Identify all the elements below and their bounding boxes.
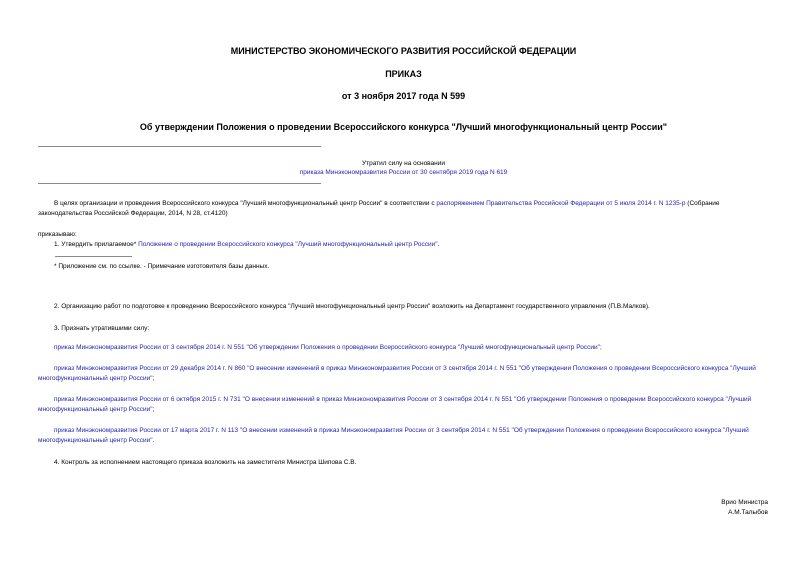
divider-top bbox=[38, 146, 321, 147]
order-word: приказываю: bbox=[38, 231, 77, 238]
intro-link[interactable]: распоряжением Правительства Российской Федерации от 5 июля 2014 г. N 1235-р bbox=[436, 200, 686, 207]
signature-name: А.М.Талыбов bbox=[728, 509, 768, 516]
status-note: Утратил силу на основании bbox=[361, 160, 446, 167]
intro-paragraph bbox=[38, 199, 770, 219]
repealed-tail: ; bbox=[152, 406, 155, 413]
repealed-tail: ; bbox=[599, 344, 602, 351]
repealed-link[interactable]: приказ Минэкономразвития России от 3 сентября 2014 г. N 551 "Об утверждении Положения о проведении Всероссийского конкурса "Лучший многофункциональный центр России" bbox=[54, 344, 600, 351]
repealed-link[interactable]: приказ Минэкономразвития России от 6 октября 2015 г. N 731 "О внесении изменений в приказ Минэкономразвития России от 3 сентября 2014 г. N 551 "Об утверждении Положения о проведении Всероссийского конкурса "Лучший многофункциональный центр России" bbox=[38, 396, 752, 413]
repealed-item bbox=[54, 343, 602, 353]
item-4: 4. Контроль за исполнением настоящего приказа возложить на заместителя Министра Шипова С.В. bbox=[54, 459, 357, 466]
doc-type-heading: ПРИКАЗ bbox=[385, 69, 422, 79]
intro-text-after: (Собрание законодательства Российской Федерации, 2014, N 28, ст.4120) bbox=[38, 200, 720, 217]
ministry-heading: МИНИСТЕРСТВО ЭКОНОМИЧЕСКОГО РАЗВИТИЯ РОССИЙСКОЙ ФЕДЕРАЦИИ bbox=[230, 46, 577, 56]
item-3: 3. Признать утратившими силу: bbox=[54, 325, 150, 332]
date-number-heading: от 3 ноября 2017 года N 599 bbox=[341, 91, 466, 101]
footnote-divider bbox=[55, 256, 132, 257]
item-1-text: 1. Утвердить прилагаемое* bbox=[54, 241, 139, 248]
item-1-link[interactable]: Положение о проведении Всероссийского конкурса "Лучший многофункциональный центр России" bbox=[138, 241, 438, 248]
repealed-item bbox=[38, 364, 770, 384]
repealed-tail: ; bbox=[152, 375, 155, 382]
repealed-item bbox=[38, 395, 770, 415]
document-title: Об утверждении Положения о проведении Всероссийского конкурса "Лучший многофункциональный центр России" bbox=[139, 122, 668, 132]
item-1 bbox=[54, 240, 439, 250]
signature-position: Врио Министра bbox=[721, 499, 768, 506]
repealed-link[interactable]: приказ Минэкономразвития России от 17 марта 2017 г. N 113 "О внесении изменений в приказ Минэкономразвития России от 3 сентября 2014 г. N 551 "Об утверждении Положения о проведении Всероссийского конкурса "Лучший многофункциональный центр России" bbox=[38, 427, 749, 444]
intro-text-before: В целях организации и проведения Всероссийского конкурса "Лучший многофункциональный центр России" в соответствии с bbox=[54, 200, 437, 207]
repealed-item bbox=[38, 426, 770, 446]
status-link[interactable]: приказа Минэкономразвития России от 30 сентября 2019 года N 619 bbox=[299, 169, 508, 176]
item-2: 2. Организацию работ по подготовке к проведению Всероссийского конкурса "Лучший многофункциональный центр России" возложить на Департамент государственного управления (П.В.Малков). bbox=[54, 303, 650, 310]
footnote: * Приложение см. по ссылке. - Примечание изготовителя базы данных. bbox=[54, 263, 270, 270]
divider-bottom bbox=[38, 183, 321, 184]
repealed-link[interactable]: приказ Минэкономразвития России от 29 декабря 2014 г. N 860 "О внесении изменений в приказ Минэкономразвития России от 3 сентября 2014 г. N 551 "Об утверждении Положения о проведении Всероссийского конкурса "Лучший многофункциональный центр России" bbox=[38, 365, 756, 382]
item-1-tail: . bbox=[437, 241, 440, 248]
repealed-tail: . bbox=[152, 437, 155, 444]
